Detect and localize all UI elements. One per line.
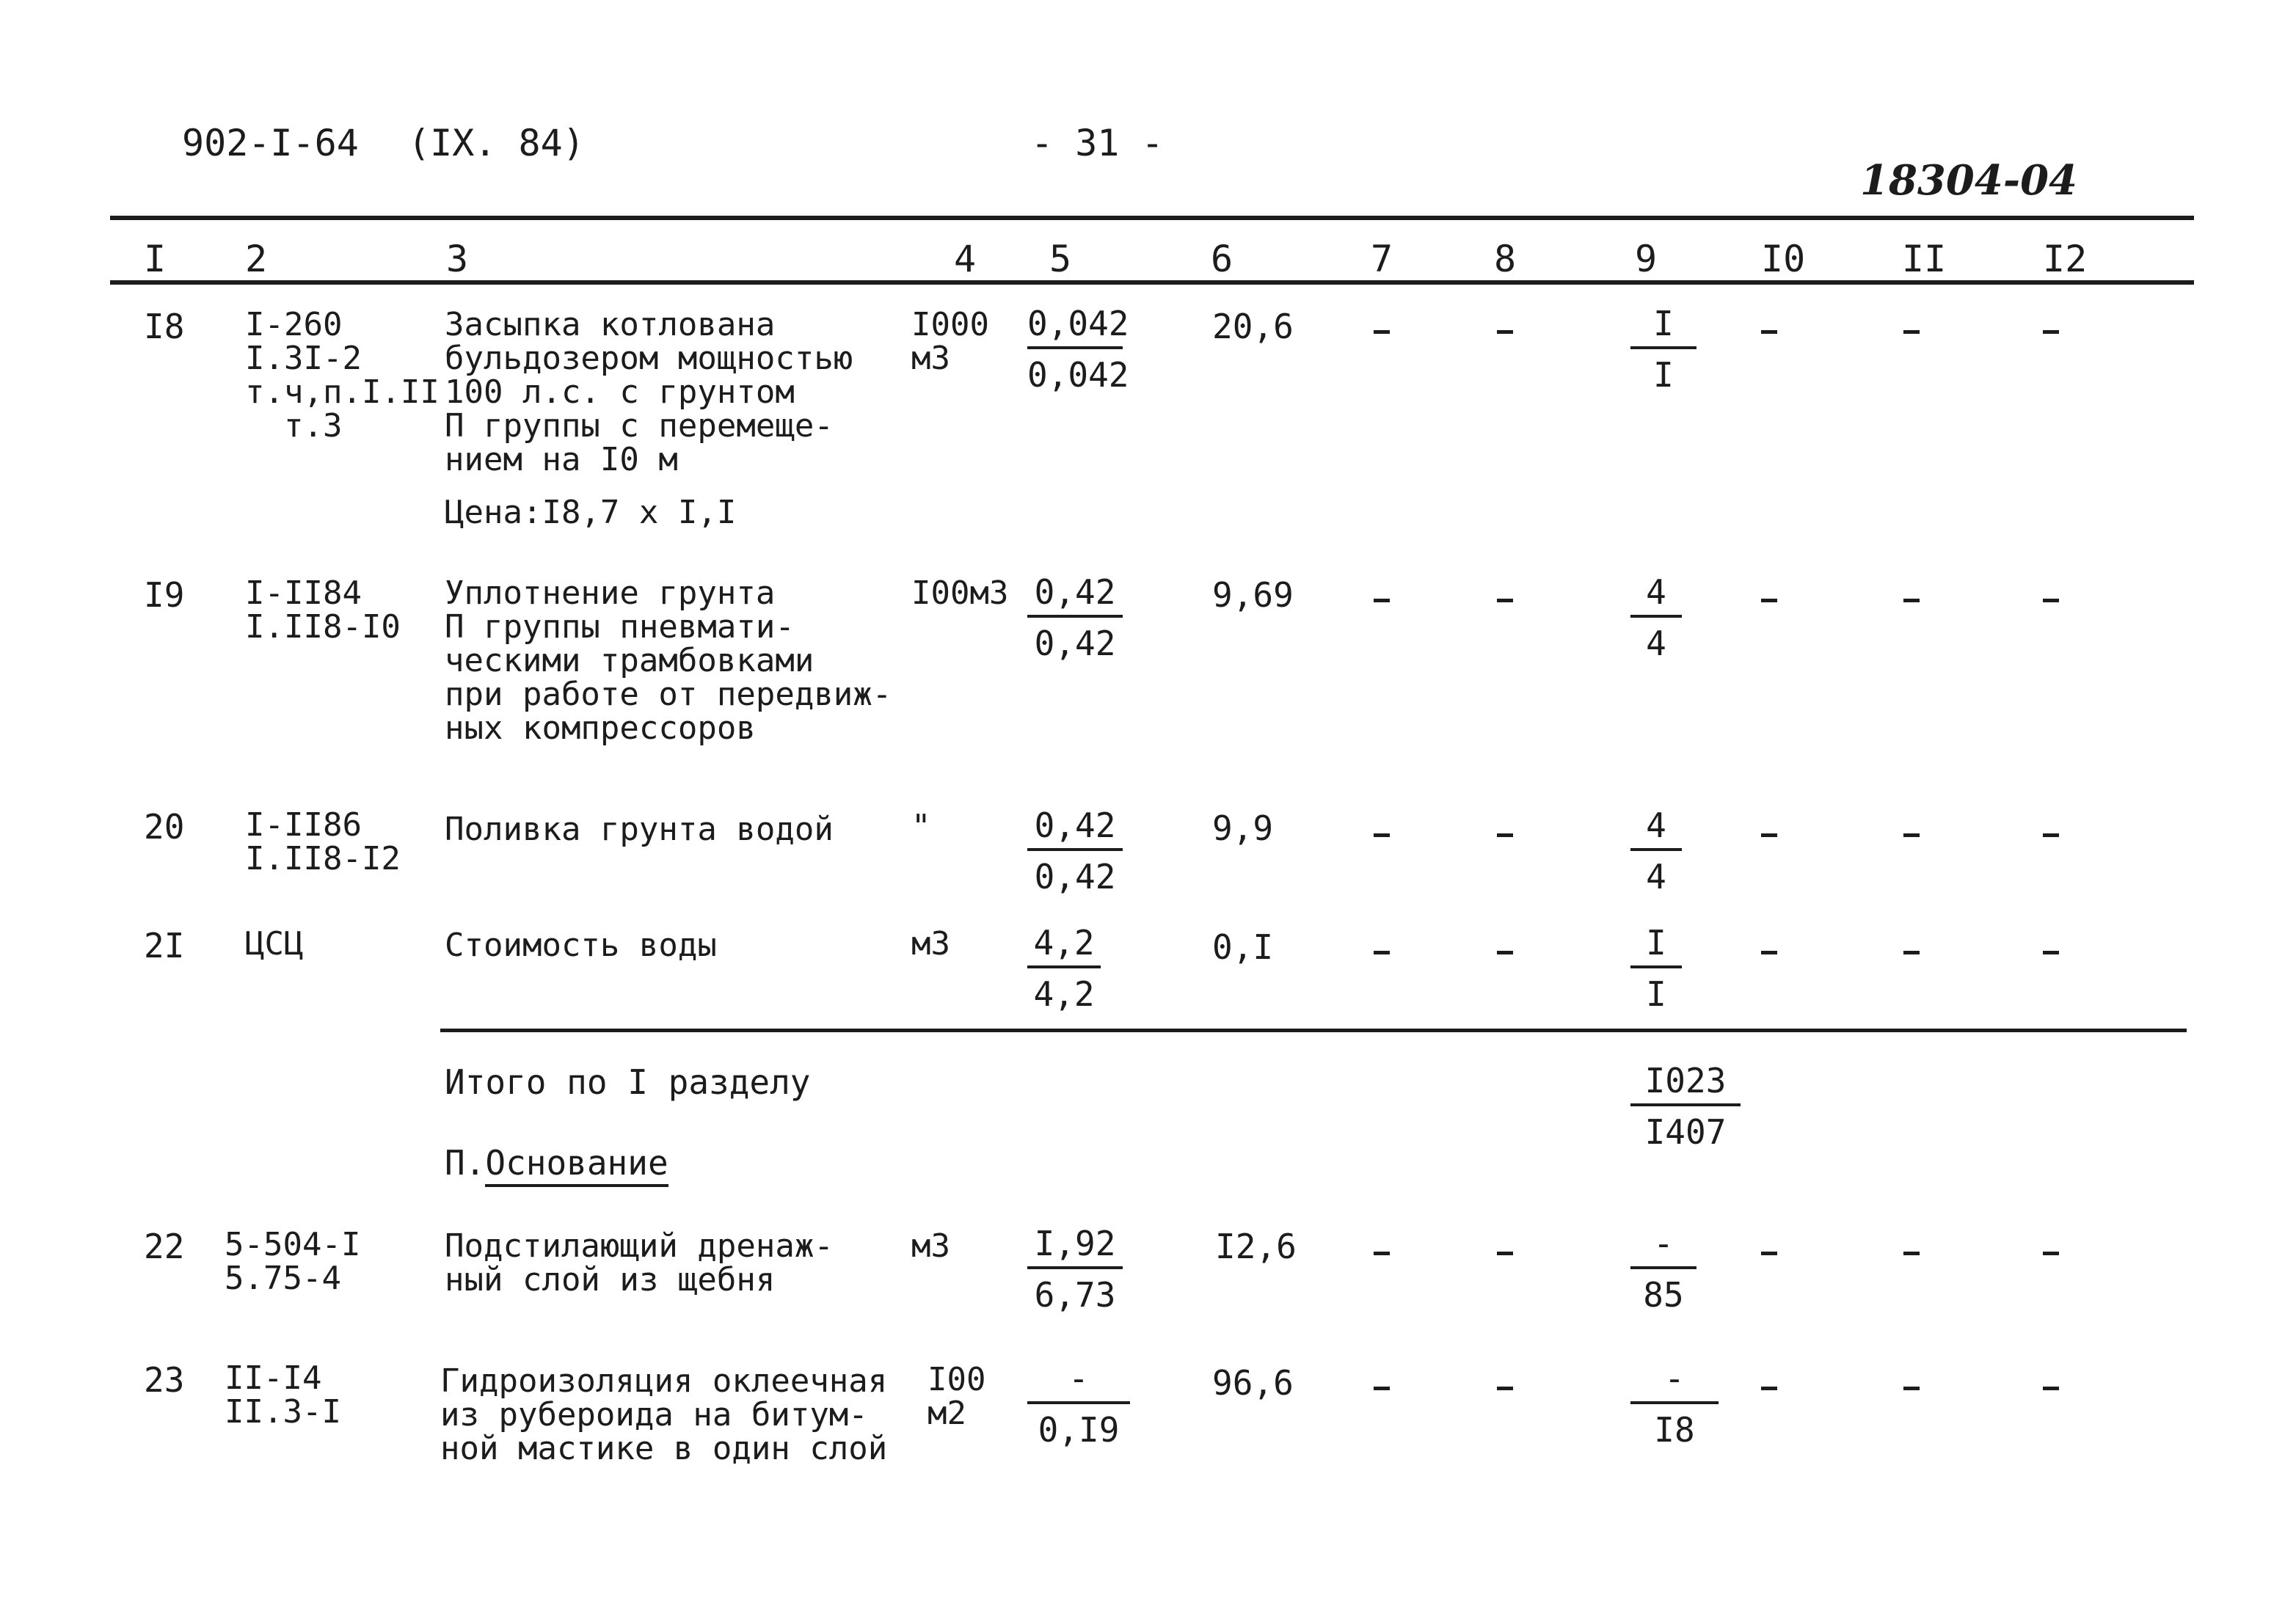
row-code: II-I4 II.3-I (225, 1359, 341, 1431)
section-2-heading (445, 1143, 668, 1183)
col-header-3: 3 (446, 238, 469, 280)
col-header-2: 2 (245, 238, 268, 280)
col-header-11: II (1902, 238, 1947, 280)
row-number: I8 (144, 307, 185, 346)
col-header-9: 9 (1635, 238, 1658, 280)
fraction-bar (1027, 848, 1123, 851)
fraction-bar (1630, 1401, 1719, 1404)
row-unit: I00 м2 (927, 1361, 986, 1432)
row-col7 (1374, 1387, 1390, 1390)
row-col6: I2,6 (1215, 1227, 1297, 1266)
row-col12 (2043, 1387, 2059, 1390)
row-col6: 0,I (1212, 927, 1274, 967)
row-col8 (1497, 833, 1513, 837)
row-col10 (1761, 951, 1777, 954)
row-col9 (1630, 923, 1682, 1014)
col-header-12: I2 (2043, 238, 2088, 280)
quantity-numerator: I,92 (1034, 1224, 1116, 1263)
row-col10 (1761, 599, 1777, 602)
row-col8 (1497, 330, 1513, 334)
row-col9 (1630, 1224, 1697, 1315)
fraction-bar (1630, 1266, 1697, 1269)
row-quantity (1027, 923, 1101, 1014)
quantity-denominator: 0,42 (1034, 624, 1116, 663)
col-header-8: 8 (1494, 238, 1517, 280)
row-unit: I00м3 (911, 574, 1009, 612)
row-col7 (1374, 1252, 1390, 1255)
quantity-numerator: 0,42 (1034, 572, 1116, 612)
handwritten-doc-id: 18304-04 (1860, 156, 2077, 205)
col-header-4: 4 (954, 238, 977, 280)
row-description: Гидроизоляция оклеечная из рубероида на битум- ной мастике в один слой (440, 1362, 888, 1467)
row-col12 (2043, 599, 2059, 602)
fraction-bar (1630, 346, 1697, 349)
row-unit: м3 (911, 925, 950, 963)
row-col9 (1630, 572, 1682, 663)
col-header-10: I0 (1761, 238, 1806, 280)
row-col11 (1903, 1387, 1920, 1390)
row-quantity (1027, 304, 1129, 395)
row-col8 (1497, 599, 1513, 602)
col9-denominator: 4 (1646, 857, 1666, 897)
row-col9 (1630, 304, 1697, 395)
row-unit: I000 м3 (911, 306, 989, 377)
quantity-denominator: 4,2 (1033, 974, 1095, 1014)
row-col10 (1761, 1252, 1777, 1255)
section-2-title: Основание (485, 1143, 668, 1187)
row-price-note: Цена:I8,7 х I,I (445, 494, 737, 531)
col-header-7: 7 (1371, 238, 1393, 280)
col9-denominator: 85 (1643, 1275, 1684, 1315)
row-quantity (1027, 1359, 1130, 1450)
row-quantity (1027, 1224, 1123, 1315)
col9-denominator: I8 (1654, 1410, 1695, 1450)
row-col6: 20,6 (1212, 307, 1294, 346)
row-quantity (1027, 806, 1123, 897)
row-description: Засыпка котлована бульдозером мощностью 100 л.с. с грунтом П группы с перемеще- нием на I0 м (445, 306, 853, 478)
doc-date: (IX. 84) (408, 122, 585, 164)
fraction-bar (1630, 1103, 1741, 1106)
row-unit: м3 (911, 1227, 950, 1265)
fraction-bar (1027, 965, 1101, 968)
row-col7 (1374, 951, 1390, 954)
doc-code: 902-I-64 (182, 122, 359, 164)
row-col9 (1630, 1359, 1719, 1450)
row-col8 (1497, 1387, 1513, 1390)
fraction-bar (1630, 965, 1682, 968)
col9-denominator: 4 (1646, 624, 1666, 663)
row-col7 (1374, 330, 1390, 334)
row-description: Стоимость воды (445, 927, 717, 964)
row-col11 (1903, 1252, 1920, 1255)
row-code: I-II86 I.II8-I2 (245, 806, 401, 877)
col9-numerator: I (1653, 304, 1674, 343)
col9-denominator: I (1653, 355, 1674, 395)
table-header-rule (110, 280, 2194, 285)
row-col7 (1374, 599, 1390, 602)
row-number: 20 (144, 807, 185, 847)
row-col12 (2043, 330, 2059, 334)
quantity-denominator: 0,042 (1027, 355, 1129, 395)
section-2-prefix: П. (445, 1143, 486, 1183)
col9-numerator: - (1653, 1224, 1674, 1263)
fraction-bar (1027, 1401, 1130, 1404)
section-total-rule (440, 1029, 2187, 1032)
row-col7 (1374, 833, 1390, 837)
quantity-numerator: 0,42 (1034, 806, 1116, 845)
col9-numerator: - (1664, 1359, 1685, 1398)
col9-numerator: 4 (1646, 572, 1666, 612)
row-number: 23 (144, 1360, 185, 1400)
row-description: Поливка грунта водой (445, 811, 834, 848)
total-numerator: I023 (1644, 1061, 1727, 1100)
row-col6: 9,69 (1212, 575, 1294, 615)
fraction-bar (1630, 848, 1682, 851)
row-col10 (1761, 1387, 1777, 1390)
col9-denominator: I (1646, 974, 1666, 1014)
row-code: 5-504-I 5.75-4 (225, 1226, 361, 1297)
row-col10 (1761, 833, 1777, 837)
row-col6: 96,6 (1212, 1363, 1294, 1403)
fraction-bar (1027, 346, 1123, 349)
quantity-numerator: - (1068, 1359, 1089, 1398)
row-number: I9 (144, 575, 185, 615)
section-total-label: Итого по I разделу (445, 1062, 811, 1102)
row-description: Подстилающий дренаж- ный слой из щебня (445, 1227, 834, 1299)
row-col10 (1761, 330, 1777, 334)
fraction-bar (1630, 615, 1682, 618)
quantity-denominator: 6,73 (1034, 1275, 1116, 1315)
total-denominator: I407 (1644, 1112, 1727, 1152)
col9-numerator: 4 (1646, 806, 1666, 845)
page-number: - 31 - (1031, 122, 1164, 164)
row-col8 (1497, 951, 1513, 954)
row-number: 2I (144, 926, 185, 965)
row-unit: " (911, 808, 931, 845)
fraction-bar (1027, 615, 1123, 618)
quantity-numerator: 0,042 (1027, 304, 1129, 343)
row-description: Уплотнение грунта П группы пневмати- ческими трамбовками при работе от передвиж- ных компрессоров (445, 574, 892, 747)
quantity-denominator: 0,42 (1034, 857, 1116, 897)
col-header-1: I (144, 238, 167, 280)
row-col11 (1903, 833, 1920, 837)
row-col12 (2043, 1252, 2059, 1255)
row-number: 22 (144, 1227, 185, 1266)
row-col11 (1903, 599, 1920, 602)
row-col11 (1903, 951, 1920, 954)
row-quantity (1027, 572, 1123, 663)
row-col11 (1903, 330, 1920, 334)
row-code: I-260 I.3I-2 т.ч,п.I.II т.3 (245, 306, 440, 445)
fraction-bar (1027, 1266, 1123, 1269)
row-col12 (2043, 951, 2059, 954)
quantity-denominator: 0,I9 (1038, 1410, 1120, 1450)
row-col12 (2043, 833, 2059, 837)
row-code: I-II84 I.II8-I0 (245, 574, 401, 646)
table-top-rule (110, 216, 2194, 220)
row-col9 (1630, 806, 1682, 897)
row-col8 (1497, 1252, 1513, 1255)
row-code: ЦСЦ (245, 925, 304, 963)
col-header-5: 5 (1049, 238, 1072, 280)
row-col6: 9,9 (1212, 808, 1274, 848)
col9-numerator: I (1646, 923, 1666, 963)
col-header-6: 6 (1211, 238, 1233, 280)
section-total-value (1630, 1061, 1741, 1152)
quantity-numerator: 4,2 (1033, 923, 1095, 963)
